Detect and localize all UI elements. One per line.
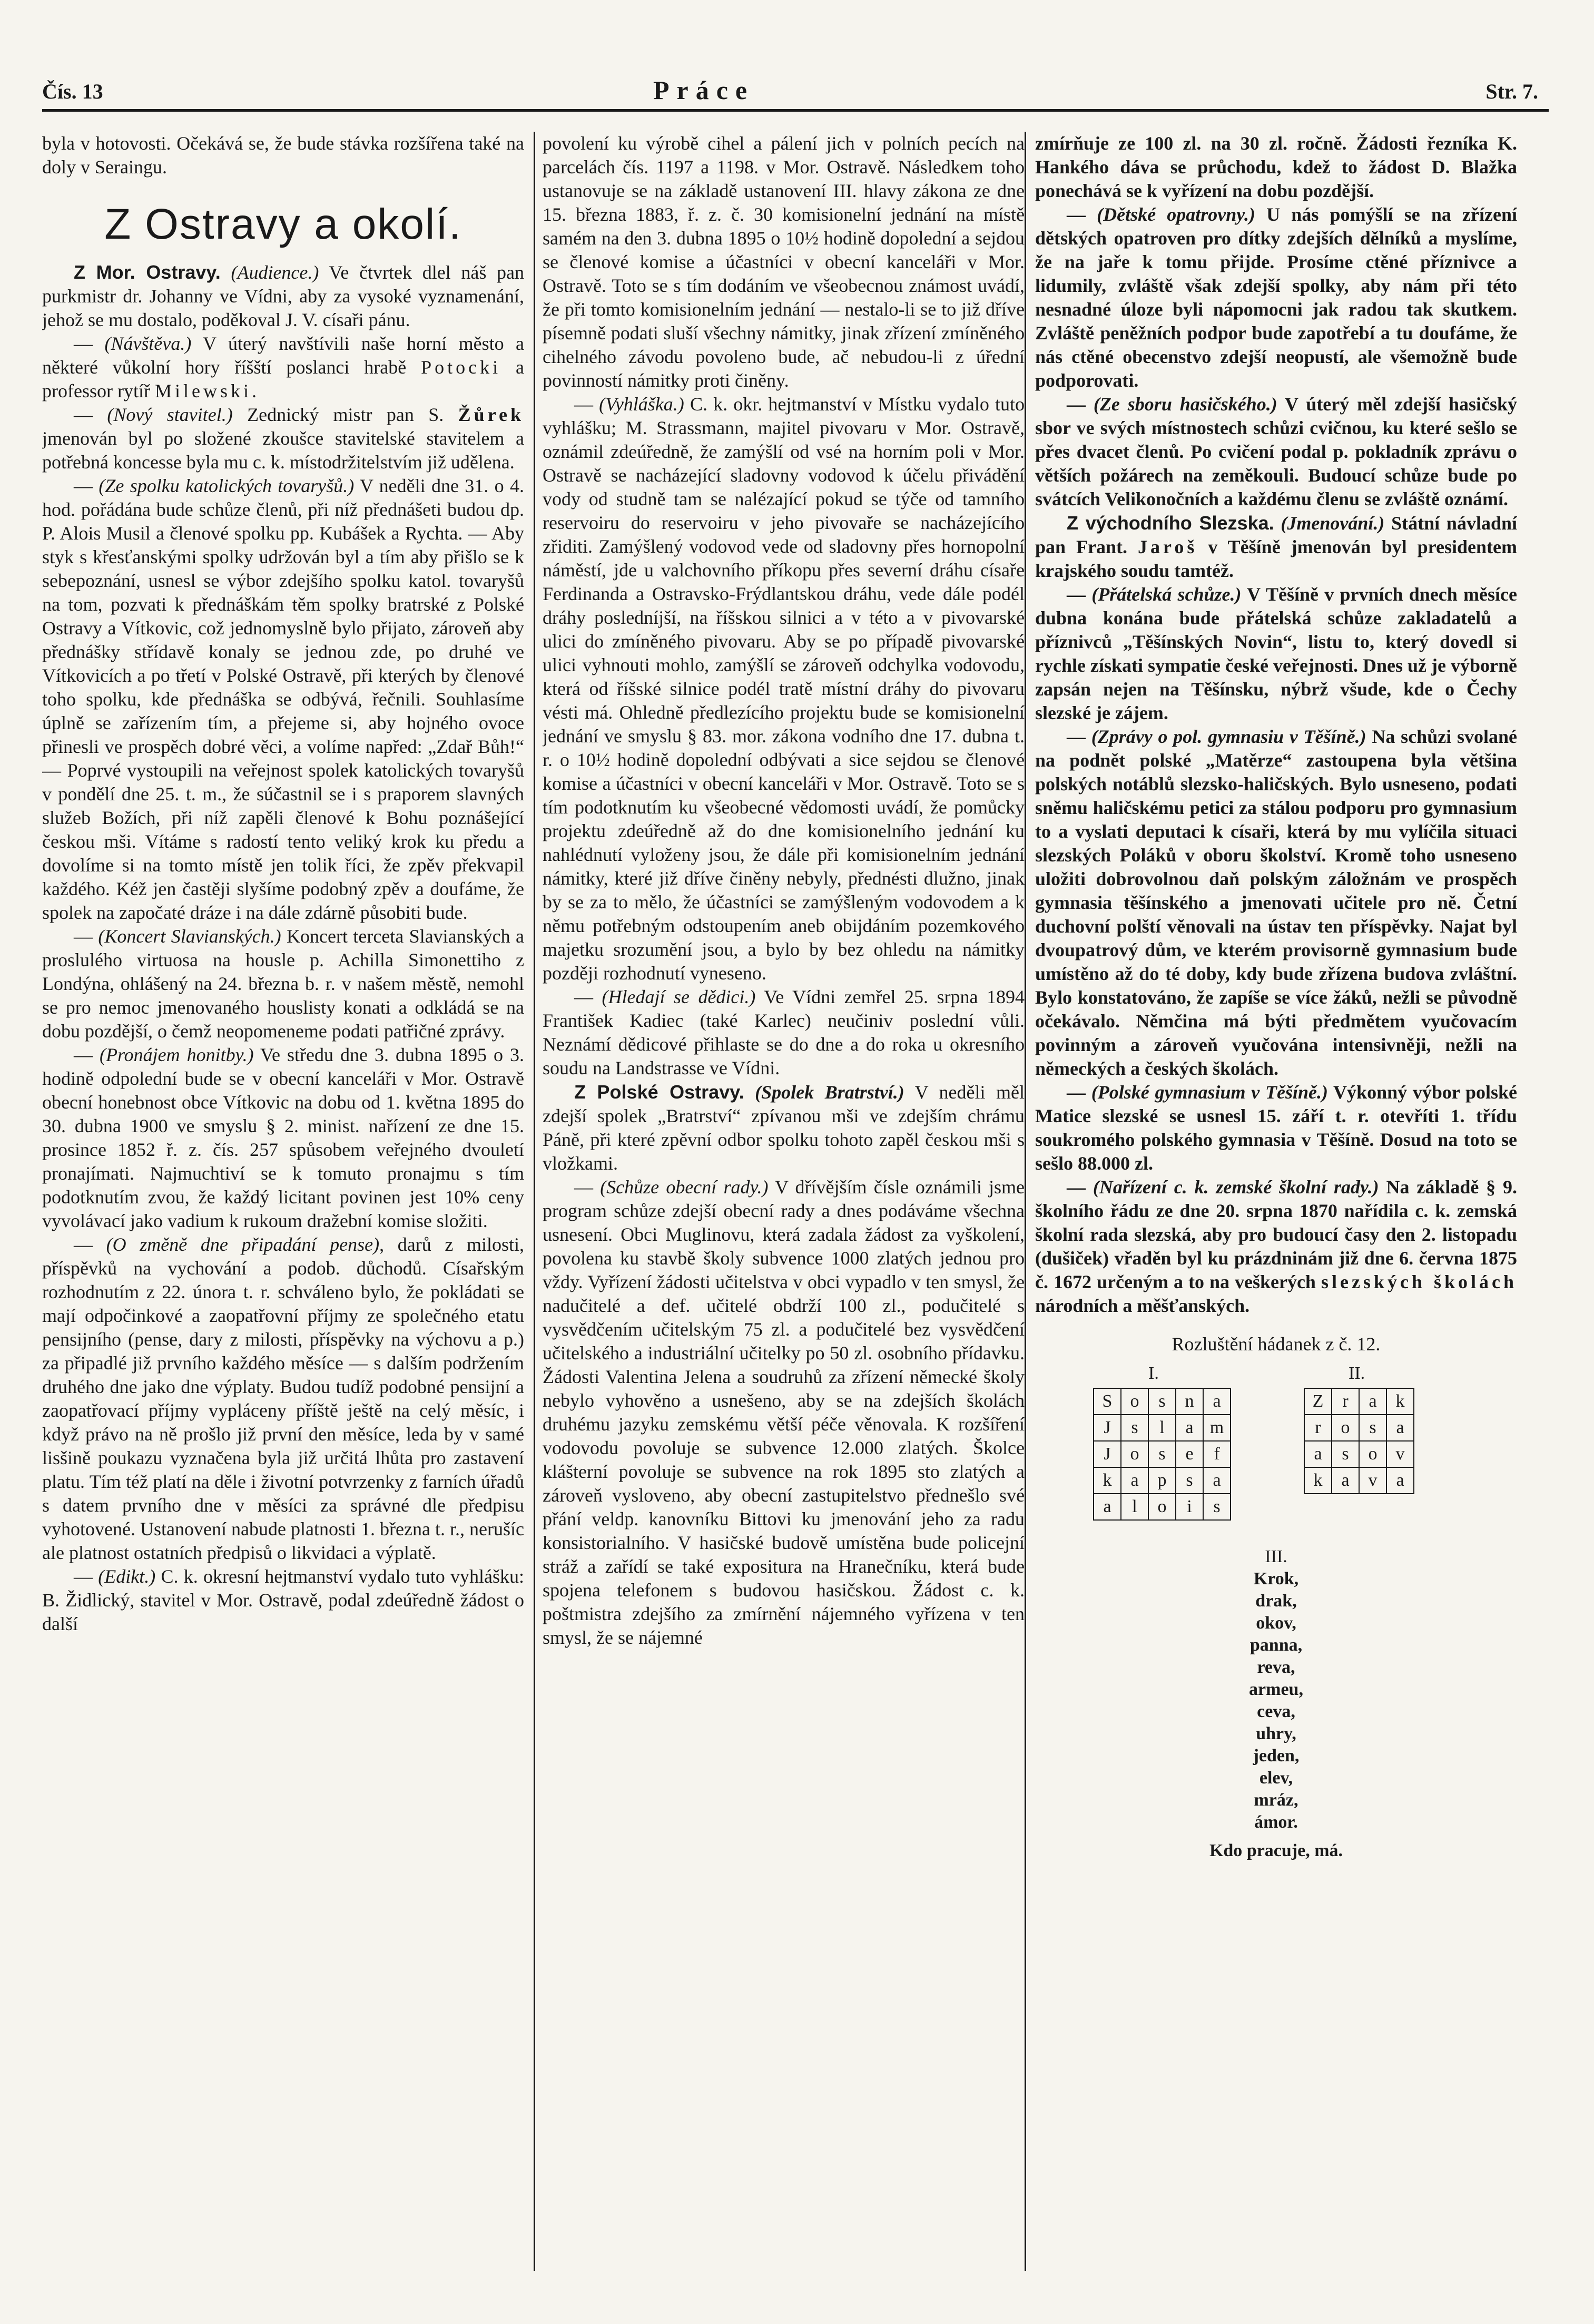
news-new-builder: — (Nový stavitel.) Zednický mistr pan S. Žůrek jmenován byl po složené zkoušce stavitelské stavitelem a potřebná koncesse byla mu c. k. místodržitelstvím již udělena. [42,404,524,473]
item-tag: (Polské gymnasium v Těšíně.) [1091,1082,1328,1103]
grid-cell: J [1094,1415,1121,1441]
grid-cell: s [1148,1441,1176,1467]
item-text: Výkonný výbor polské Matice slezské se usnesl 15. září t. r. otevříti 1. třídu soukromého polského gymnasia v Těšíně. Dosud na toto se sešlo 88.000 zl. [1035,1082,1517,1174]
item-text: . [251,380,257,401]
grid-cell: o [1148,1494,1176,1520]
grid-row [1304,1415,1414,1441]
item-tag: (Nařízení c. k. zemské školní rady.) [1093,1176,1379,1198]
item-text: Na základě § 9. školního řádu ze dne 20. srpna 1870 nařídila c. k. zemská školní rada slezská, aby pro budoucí časy den 2. listopadu (dušiček) vřaděn byl ku prázdninám již dne 6. června 1875 č. 1672 určeným a to na veškerých [1035,1176,1517,1292]
item-text: , darů z milosti, příspěvků na vychování a podob. důchodů. Císařským rozhodnutím z 22. února t. r. schváleno bylo, že pokládati se mají odpočinkové a zaopatřovní příjmy ze společného etatu pensijního (pense, dary z milosti, příspěvky na výchovu a p.) za připadlé již prvního každého měsíce — s dalším podržením druhého dne jako dne výplaty. Budou tudíž podobné pensijní a zaopatřovací příjmy vypláceny příště ještě na celý měsíc, i když právo na ně prošlo již první den měsíce, leda by v samé lisšině poukazu vyznačena byla již určitá lhůta pro zastavení platu. Tím též platí na děle i životní potvrzenky z farních úřadů s datem prvního dne v měsíci za správné dle předpisu vyhotovené. Ustanovení nabude platnosti 1. března t. r., nerušíc ale platnost ostatních předpisů o likvidaci a výplatě. [42,1234,524,1563]
item-text: V neděli dne 31. o 4. hod. pořádána bude schůze členů, při níž přednášeti budou dp. P. Alois Musil a členové spolku pp. Kubášek a Rychta. — Aby styk s křesťanskými spolky udržován byl a tím aby přišlo se k sebepoznání, usnesl se výbor zdejšího spolku katol. tovaryšů na tom, pozvati k přednáškám těm spolky bratrské z Polské Ostravy a Vítkovic, což jednomyslně bylo přijato, zároveň aby přednášky střídavě konaly se jednou zde, po druhé ve Vítkovicích a po třetí v Polské Ostravě, při kterých by členové toho spolku, kde přednáška se odbývá, řečnili. Souhlasíme úplně se zařízením tím, a přejeme si, aby hojného ovoce přinesli ve prospěch dobré věci, a volíme napřed: „Zdař Bůh!“ — Poprvé vystoupili na veřejnost spolek katolických tovaryšů v pondělí dne 25. t. m., že súčastnil se i s praporem slavných služeb Božích, při níž zapěli členové k Bohu poznášející českou mši. Vítáme s radostí tento veliký krok ku předu a dovolíme si na tomto místě jen tolik říci, že zpěv překvapil každého. Kéž jen častěji slyšíme podobný zpěv a doufáme, že spolek na započaté dráze i na dále zdárně působiti bude. [42,475,524,923]
item-tag: (Edikt.) [98,1566,156,1587]
item-text: V úterý navštívili naše horní město a některé vůkolní hory říšští poslanci hrabě [42,333,524,378]
grid-cell: s [1359,1415,1386,1441]
news-polish-ostrava [543,1080,1025,1175]
puzzle-solutions-title: Rozluštění hádanek z č. 12. [1172,1333,1381,1355]
grid-1-label: I. [1148,1364,1159,1383]
item-tag: (Návštěva.) [104,333,192,354]
news-audience [42,260,524,332]
item-tag: (Zprávy o pol. gymnasiu v Těšíně.) [1091,726,1366,747]
item-text: Státní návladní pan Frant. [1035,513,1517,557]
grid-row [1094,1388,1231,1415]
grid-row [1304,1467,1414,1494]
header-rule [42,109,1549,112]
news-announcement: — (Vyhláška.) C. k. okr. hejtmanství v Místku vydalo tuto vyhlášku; M. Strassmann, majitel pivovaru v Mor. Ostravě, oznámil zdeúředně, že zamýšlí od vsé na horním poli v Mor. Ostravě se nacházející sladovny vodovod k účelu přivádění vody od studně tam se nalézající pokud se týče od tamního reservoiru do reservoiru v jeho pivovaře se nacházejícího zřiditi. Zamýšlený vodovod vede od sladovny přes hornopolní náměstí, jde u valchovního příkopu přes severní dráhu císaře Ferdinanda a Ostravsko-Frýdlantskou dráhu, vede dále podél dráhy posledníjší, na říšskou silnici a v této a v pivovarské ulici do zmíněného pivovaru. Aby se po případě pivovarské ulici vyhnouti mohlo, zamýšlí se zároveň odchylka vodovodu, která od říšské silnice podél tratě místní dráhy do pivovaru vésti má. Ohledně předlezícího projektu bude se komisionelní jednání ve smyslu § 83. mor. zákona vodního dne 17. dubna t. r. o 10½ hodině dopolední odbývati a sice sejdou se členové komise a účastníci v obecní kanceláři v Mor. Ostravě. Toto se s tím podotknutím ku všeobecné vědomosti uvádí, že pomůcky projektu zdeúředně až do dne komisionelního jednání ku nahlédnutí vyloženy jsou, že dále při komisionelním jednání námitky, které již dříve činěny nebyly, přednésti dlužno, jinak by se za to mělo, že účastníci se zamýšleným vodovodem a k němu potřebným odstoupením aneb obijdáním pozemkového majetku srozumění jsou, a bylo by bez ohledu na námitky později rozhodnutí vyneseno. [543,394,1025,984]
grid-cell: o [1121,1388,1148,1415]
item-text: C. k. okr. hejtmanství v Místku vydalo tuto vyhlášku; M. Strassmann, majitel pivovaru v Mor. Ostravě, oznámil zdeúředně, že zamýšlí od vsé na horním poli v Mor. Ostravě se nacházející sladovny vodovod k účelu přivádění vody od studně tam se nalézající pokud se týče od tamního reservoiru do reservoiru v jeho pivovaře se nacházejícího zřiditi. Zamýšlený vodovod vede od sladovny přes hornopolní náměstí, jde u valchovního příkopu přes severní dráhu císaře Ferdinanda a Ostravsko-Frýdlantskou dráhu, vede dále podél dráhy posledníjší, na říšskou silnici a v této a v pivovarské ulici do zmíněného pivovaru. Aby se po případě pivovarské ulici vyhnouti mohlo, zamýšlí se zároveň odchylka vodovodu, která od říšské silnice podél tratě místní dráhy do pivovaru vésti má. Ohledně předlezícího projektu bude se komisionelní jednání ve smyslu § 83. mor. zákona vodního dne 17. dubna t. r. o 10½ hodině dopolední odbývati a sice sejdou se členové komise a účastníci v obecní kanceláři v Mor. Ostravě. Toto se s tím podotknutím ku všeobecné vědomosti uvádí, že pomůcky projektu zdeúředně až do dne komisionelního jednání ku nahlédnutí vyloženy jsou, že dále při komisionelním jednání námitky, které již dříve činěny nebyly, přednésti dlužno, jinak by se za to mělo, že účastníci se zamýšleným vodovodem a k němu potřebným odstoupením aneb obijdáním pozemkového majetku srozumění jsou, a bylo by bez ohledu na námitky později rozhodnutí vyneseno. [543,394,1025,984]
section-title: Z Ostravy a okolí. [104,200,462,248]
item-tag: (Audience.) [231,262,319,283]
person-name: Jaroš [1138,536,1198,557]
column-1 [42,132,524,2281]
grid-cell: i [1176,1494,1203,1520]
item-text: Zednický mistr pan S. [232,404,458,425]
page-number: Str. 7. [1485,80,1538,103]
word-list-item: elev, [1259,1768,1293,1788]
item-text: jmenován byl po složené zkoušce stavitelské stavitelem a potřebná koncesse byla mu c. k. místodržitelstvím již udělena. [42,428,524,473]
news-hunting-lease: — (Pronájem honitby.) Ve středu dne 3. dubna 1895 o 3. hodině odpolední bude se v obecní kanceláři v Mor. Ostravě obecní honebnost obce Vítkovic na dobu od 1. května 1895 do 30. dubna 1900 ve smyslu § 2. minist. nařízení ze dne 15. prosince 1852 ř. z. čís. 257 spůsobem veřejného dvouletí pronajímati. Najmuchtiví se k tomuto pronajmu s tím podotknutím zvou, že každý licitant povinen jest 10% ceny vyvolávací jako vadium k rukoum dražební komise složiti. [42,1044,524,1231]
word-list-item: Krok, [1253,1569,1299,1588]
closing-motto: Kdo pracuje, má. [1209,1841,1343,1860]
grid-cell: n [1176,1388,1203,1415]
grid-cell: r [1332,1388,1359,1415]
word-list-item: reva, [1257,1658,1295,1677]
news-concert: — (Koncert Slavianských.) Koncert terceta Slavianských a proslulého virtuosa na housle p. Achilla Simonettiho z Londýna, ohlášený na 24. března b. r. v našem městě, nemohl se pro nemoc jmenovaného houslisty konati a odkládá se na dobu pozdější, o čemž neopomeneme podati patřičné zprávy. [42,926,524,1042]
item-text: V úterý měl zdejší hasičský sbor ve svých místnostech schůzi cvičnou, ku které sešlo se přes dvacet členů. Po cvičení podal p. pokladník zprávu o větších požárech na zeměkouli. Budoucí schůze bude po svátcích Velikonočních a každému členu se zvláště oznámí. [1035,394,1517,509]
grid-cell: v [1359,1467,1386,1494]
word-list-item: panna, [1249,1635,1303,1655]
news-catholic-society: — (Ze spolku katolických tovaryšů.) V neděli dne 31. o 4. hod. pořádána bude schůze členů, při níž přednášeti budou dp. P. Alois Musil a členové spolku pp. Kubášek a Rychta. — Aby styk s křesťanskými spolky udržován byl a tím aby přišlo se k sebepoznání, usnesl se výbor zdejšího spolku katol. tovaryšů na tom, pozvati k přednáškám těm spolky bratrské z Polské Ostravy a Vítkovic, což jednomyslně bylo přijato, zároveň aby přednášky střídavě konaly se jednou zde, po druhé ve Vítkovicích a po třetí v Polské Ostravě, při kterých by členové toho spolku, kde přednáška se odbývá, řečnili. Souhlasíme úplně se zařízením tím, a přejeme si, aby hojného ovoce přinesli ve prospěch dobré věci, a volíme napřed: „Zdař Bůh!“ — Poprvé vystoupili na veřejnost spolek katolických tovaryšů v pondělí dne 25. t. m., že súčastnil se i s praporem slavných služeb Božích, při níž zapěli členové k Bohu poznášející českou mši. Vítáme s radostí tento veliký krok ku předu a dovolíme si na tomto místě jen tolik říci, že zpěv překvapil každého. Kéž jen častěji slyšíme podobný zpěv a doufáme, že spolek na započaté dráze i na dále zdárně působiti bude. [42,475,524,923]
item-tag: (Pronájem honitby.) [100,1044,254,1065]
item-tag: (Hledají se dědici.) [602,986,756,1007]
word-list-item: jeden, [1253,1746,1300,1766]
grid-row [1094,1467,1231,1494]
grid-cell: a [1176,1415,1203,1441]
newspaper-title: Práce [653,75,755,105]
news-visit: — (Návštěva.) V úterý navštívili naše horní město a některé vůkolní hory říšští poslanci hrabě Potocki a professor rytíř Milewski. [42,333,524,401]
grid-cell: Z [1304,1388,1332,1415]
item-text: U nás pomýšlí se na zřízení dětských opatroven pro dítky zdejších dělníků a myslíme, že na jaře k tomu přijde. Prosíme ctěné příznivce a lidumily, zvláště však zdejší spolky, aby nám při této nesnadné úloze byli nápomocni jak radou tak skutkem. Zvláště peněžních podpor bude zapotřebí a tu doufáme, že nás ctěné obecenstvo zdejší neopustí, ale všemožně bude podporovati. [1035,204,1517,391]
item-tag: (Vyhláška.) [599,394,684,415]
grid-cell: s [1203,1494,1231,1520]
place-lead: Z východního Slezska. [1067,512,1274,534]
grid-cell: o [1121,1441,1148,1467]
item-text: V Těšíně v prvních dnech měsíce dubna konána bude přátelská schůze zakladatelů a příznivců „Těšínských Novin“, listu to, který dovedl si rychle získati sympatie české veřejnosti. Dnes už je výborně zapsán nejen na Těšínsku, nýbrž všude, kde o Čechy slezské je zájem. [1035,584,1517,723]
column-3 [1035,132,1517,2281]
grid-cell: a [1203,1388,1231,1415]
grid-cell: r [1304,1415,1332,1441]
grid-cell: a [1121,1467,1148,1494]
word-list-items [1035,1568,1517,1833]
item-text: Ve Vídni zemřel 25. srpna 1894 František Kadiec (také Karlec) neučiniv poslední vůli. Neznámí dědicové přihlaste se do dne a do roka u okresního soudu na Landstrasse ve Vídni. [543,986,1025,1078]
item-text: Na schůzi svolané na podnět polské „Matěrze“ zastoupena byla většina polských notáblů slezsko-haličských. Bylo usneseno, podati sněmu haličskému petici za stálou podporu pro gymnasium to a vyslati deputaci k císaři, která by mu vylíčila situaci slezských Poláků v oboru školství. Kromě toho usneseno uložiti dobrovolnou daň polským záložnám ve prospěch gymnasia těšínského a jmenovati učitele pro ně. Četní duchovní polští věnovali na ústav ten příspěvky. Najat byl dvoupatrový dům, ve kterém provisorně gymnasium bude umístěno až do té doby, kdy bude zřízena budova zvláštní. Bylo konstatováno, že zapíše se více žáků, nežli se původně očekávalo. Němčina má býti předmětem vyučovacím povinným a zároveň vyučována intensivněji, nežli na německých a českých školách. [1035,726,1517,1079]
word-list-item: ámor. [1254,1812,1298,1832]
grid-cell: a [1359,1388,1386,1415]
grid-cell: p [1148,1467,1176,1494]
grid-cell: e [1176,1441,1203,1467]
news-polish-gymnasium: — (Polské gymnasium v Těšíně.) Výkonný výbor polské Matice slezské se usnesl 15. září t. r. otevříti 1. třídu soukromého polského gymnasia v Těšíně. Dosud na toto se sešlo 88.000 zl. [1035,1082,1517,1174]
grid-cell: a [1332,1467,1359,1494]
grid-cell: J [1094,1441,1121,1467]
grid-row [1094,1441,1231,1467]
news-fire-brigade: — (Ze sboru hasičského.) V úterý měl zdejší hasičský sbor ve svých místnostech schůzi cvičnou, ku které sešlo se přes dvacet členů. Po cvičení podal p. pokladník zprávu o větších požárech na zeměkouli. Budoucí schůze bude po svátcích Velikonočních a každému členu se zvláště oznámí. [1035,394,1517,509]
word-list-item: ceva, [1257,1702,1295,1721]
item-text: Ve čtvrtek dlel náš pan purkmistr dr. Johanny ve Vídni, aby za vysoké vyznamenání, jehož se mu dostalo, poděkoval J. V. císaři pánu. [42,262,524,330]
item-tag: (Ze sboru hasičského.) [1093,394,1277,415]
item-text: a professor rytíř [42,357,524,401]
grid-cell: l [1121,1494,1148,1520]
word-list-item: armeu, [1249,1680,1303,1699]
column-separator-2 [1025,132,1026,2271]
puzzle-grids [1035,1382,1517,1541]
word-list-item: uhry, [1256,1724,1296,1743]
person-name: Potocki [421,357,501,378]
grid-cell: o [1332,1415,1359,1441]
grid-cell: l [1148,1415,1176,1441]
puzzle-grid-labels [1035,1356,1517,1382]
news-school-decree: — (Nařízení c. k. zemské školní rady.) Na základě § 9. školního řádu ze dne 20. srpna 1870 nařídila c. k. zemská školní rada slezská, aby pro budoucí časy den 2. listopadu (dušiček) vřaděn byl ku prázdninám již dne 6. června 1875 č. 1672 určeným a to na veškerých slezských školách národních a měšťanských. [1035,1176,1517,1316]
item-text-spaced: slezských školách [1321,1271,1517,1292]
item-text: V neděli měl zdejší spolek „Bratrství“ zpívanou mši ve zdejším chrámu Páně, při které zpěvní odbor spolku tohoto zapěl českou mši s vložkami. [543,1082,1025,1174]
news-east-silesia [1035,511,1517,583]
grid-cell: a [1094,1494,1121,1520]
grid-cell: s [1332,1441,1359,1467]
grid-cell: o [1359,1441,1386,1467]
grid-cell: s [1121,1415,1148,1441]
news-pension: — (O změně dne připadání pense), darů z milosti, příspěvků na vychování a podob. důchodů. Císařským rozhodnutím z 22. února t. r. schváleno bylo, že pokládati se mají odpočinkové a zaopatřovní příjmy ze společného etatu pensijního (pense, dary z milosti, příspěvky na výchovu a p.) za připadlé již prvního každého měsíce — s dalším podržením druhého dne jako dne výplaty. Budou tudíž podobné pensijní a zaopatřovací příjmy vypláceny příště ještě na celý měsíc, i když právo na ně prošlo již první den měsíce, leda by v samé lisšině poukazu vyznačena byla již určitá lhůta pro zastavení platu. Tím též platí na děle i životní potvrzenky z farních úřadů s datem prvního dne v měsíci za správné dle předpisu vyhotovené. Ustanovení nabude platnosti 1. března t. r., nerušíc ale platnost ostatních předpisů o likvidaci a výplatě. [42,1234,524,1563]
item-tag: (Spolek Bratrství.) [755,1082,904,1103]
grid-row [1094,1415,1231,1441]
person-name: Milewski [154,380,252,401]
item-text: C. k. okresní hejtmanství vydalo tuto vyhlášku: B. Židlický, stavitel v Mor. Ostravě, podal zdeúředně žádost o další [42,1566,524,1634]
item-tag: (Přátelská schůze.) [1091,584,1242,605]
grid-cell: s [1148,1388,1176,1415]
item-tag: (Koncert Slavianských.) [98,926,281,947]
item-tag: (O změně dne připadání pense) [106,1234,380,1255]
place-lead: Z Mor. Ostravy. [74,261,221,283]
grid-cell: f [1203,1441,1231,1467]
item-text: V dřívějším čísle oznámili jsme program schůze zdejší obecní rady a dnes podáváme všechna usnesení. Obci Muglinovu, která zadala žádost za vyškolení, povolena ku stavbě školy subvence 1000 zlatých jednou pro vždy. Vyřízení žádosti učitelstva v obci vypadlo v ten smysl, že nadučitelé a def. učitelé obdrží 100 zl., podučitelé s vysvědčením učitelským 75 zl. a podučitelé bez vysvědčení učitelského a industriální učitelky po 50 zl. osobního přídavku. Žádosti Valentina Jelena a soudruhů za zřízení německé školy nebylo vyhověno a usnešeno, aby se na zdejších školách druhému jazyku zemskému větší péče věnovala. K rozšíření vodovodu povoluje se subvence 12.000 zlatých. Školce klášterní povoluje se subvence na rok 1895 sto zlatých a zároveň vysloveno, aby obecní zastupitelstvo přednešlo své přání veldp. kanovníku Bittovi ku jmenování jeho za radu konsistorialního. V hasičské budově umístěna bude policejní stráž a zařídí se také expositura na Hranečníku, která bude spojena telefonem s budovou hasičskou. Žádost c. k. poštmistra zdejšího za zmírnění nájemného vyřízena v ten smysl, že se nájemné [543,1176,1025,1648]
puzzle-grid-2 [1304,1388,1414,1494]
grid-cell: a [1203,1467,1231,1494]
item-tag: (Ze spolku katolických tovaryšů.) [99,475,355,496]
grid-cell: k [1094,1467,1121,1494]
item-text: v Těšíně jmenován byl presidentem krajského soudu tamtéž. [1035,536,1517,581]
grid-cell: v [1386,1441,1414,1467]
column-2 [543,132,1025,2281]
item-tag: (Dětské opatrovny.) [1097,204,1255,225]
page-header [42,75,1538,111]
place-lead: Z Polské Ostravy. [574,1081,744,1103]
word-list-item: mráz, [1254,1790,1298,1810]
word-list-item: okov, [1256,1613,1296,1633]
grid-cell: m [1203,1415,1231,1441]
news-edict: — (Edikt.) C. k. okresní hejtmanství vydalo tuto vyhlášku: B. Židlický, stavitel v Mor. Ostravě, podal zdeúředně žádost o další [42,1566,524,1634]
issue-number: Čís. 13 [42,80,103,103]
grid-cell: a [1386,1415,1414,1441]
column-separator-1 [534,132,535,2271]
news-friendly-meeting: — (Přátelská schůze.) V Těšíně v prvních dnech měsíce dubna konána bude přátelská schůze zakladatelů a příznivců „Těšínských Novin“, listu to, který dovedl si rychle získati sympatie české veřejnosti. Dnes už je výborně zapsán nejen na Těšínsku, nýbrž všude, kde o Čechy slezské je zájem. [1035,584,1517,723]
item-text: Ve středu dne 3. dubna 1895 o 3. hodině odpolední bude se v obecní kanceláři v Mor. Ostravě obecní honebnost obce Vítkovic na dobu od 1. května 1895 do 30. dubna 1900 ve smyslu § 2. minist. nařízení ze dne 15. prosince 1852 ř. z. čís. 257 spůsobem veřejného dvouletí pronajímati. Najmuchtiví se k tomuto pronajmu s tím podotknutím zvou, že každý licitant povinen jest 10% ceny vyvolávací jako vadium k rukoum dražební komise složiti. [42,1044,524,1231]
grid-cell: k [1304,1467,1332,1494]
word-list-label: III. [1265,1547,1287,1566]
puzzle-word-list [1035,1546,1517,1833]
item-tag: (Schůze obecní rady.) [600,1176,769,1198]
article-continuation: byla v hotovosti. Očekává se, že bude stávka rozšířena také na doly v Seraingu. [42,133,524,178]
council-continuation: zmírňuje ze 100 zl. na 30 zl. ročně. Žádosti řezníka K. Hankého dáva se průchodu, kdež to žádost D. Blažka ponechává se k vyřízení na dobu pozdější. [1035,133,1517,201]
item-tag: (Nový stavitel.) [107,404,233,425]
word-list-item: drak, [1255,1591,1297,1611]
grid-cell: S [1094,1388,1121,1415]
grid-cell: s [1176,1467,1203,1494]
grid-cell: k [1386,1388,1414,1415]
grid-row [1304,1388,1414,1415]
news-council: — (Schůze obecní rady.) V dřívějším čísle oznámili jsme program schůze zdejší obecní rady a dnes podáváme všechna usnesení. Obci Muglinovu, která zadala žádost za vyškolení, povolena ku stavbě školy subvence 1000 zlatých jednou pro vždy. Vyřízení žádosti učitelstva v obci vypadlo v ten smysl, že nadučitelé a def. učitelé obdrží 100 zl., podučitelé s vysvědčením učitelským 75 zl. a podučitelé bez vysvědčení učitelského a industriální učitelky po 50 zl. osobního přídavku. Žádosti Valentina Jelena a soudruhů za zřízení německé školy nebylo vyhověno a usnešeno, aby se na zdejších školách druhému jazyku zemskému větší péče věnovala. K rozšíření vodovodu povoluje se subvence 12.000 zlatých. Školce klášterní povoluje se subvence na rok 1895 sto zlatých a zároveň vysloveno, aby obecní zastupitelstvo přednešlo své přání veldp. kanovníku Bittovi ku jmenování jeho za radu konsistorialního. V hasičské budově umístěna bude policejní stráž a zařídí se také expositura na Hranečníku, která bude spojena telefonem s budovou hasičskou. Žádost c. k. poštmistra zdejšího za zmírnění nájemného vyřízena v ten smysl, že se nájemné [543,1176,1025,1648]
grid-row [1094,1494,1231,1520]
item-text: Koncert terceta Slavianských a proslulého virtuosa na housle p. Achilla Simonettiho z Londýna, ohlášený na 24. března b. r. v našem městě, nemohl se pro nemoc jmenovaného houslisty konati a odkládá se na dobu pozdější, o čemž neopomeneme podati patřičné zprávy. [42,926,524,1042]
puzzle-grid-1 [1093,1388,1231,1521]
grid-cell: a [1304,1441,1332,1467]
grid-row [1304,1441,1414,1467]
item-text: národních a měšťanských. [1035,1295,1250,1316]
news-gymnasium-reports: — (Zprávy o pol. gymnasiu v Těšíně.) Na schůzi svolané na podnět polské „Matěrze“ zastoupena byla většina polských notáblů slezsko-haličských. Bylo usneseno, podati sněmu haličskému petici za stálou podporu pro gymnasium to a vyslati deputaci k císaři, která by mu vylíčila situaci slezských Poláků v oboru školství. Kromě toho usneseno uložiti dobrovolnou daň polským záložnám ve prospěch gymnasia těšínského a jmenovati učitele pro ně. Četní duchovní polští věnovali na ústav ten příspěvky. Najat byl dvoupatrový dům, ve kterém provisorně gymnasium bude umístěno až do té doby, kdy bude zřízena budova zvláštní. Bylo konstatováno, že zapíše se více žáků, nežli se původně očekávalo. Němčina má býti předmětem vyučovacím povinným a zároveň vyučována intensivněji, nežli na německých a českých školách. [1035,726,1517,1079]
edict-continuation: povolení ku výrobě cihel a pálení jich v polních pecích na parcelách čís. 1197 a 1198. v Mor. Ostravě. Následkem toho ustanovuje se na základě ustanovení III. hlavy zákona ze dne 15. března 1883, ř. z. č. 30 komisionelní jednání na místě samém na den 3. dubna 1895 o 10½ hodině dopolední a sejdou se členové komise a účastníci v obecní kanceláři v Mor. Ostravě. Toto se s tím dodáním ve všeobecnou známost uvádí, že při tomto komisionelním jednání — nestalo-li se to již dříve písemně podati sluší všechny námitky, jinak zřízení zmíněného cihelného závodu povoleno bude, ač nebudou-li z úřední povinností námitky proti činěny. [543,133,1025,391]
news-nurseries: — (Dětské opatrovny.) U nás pomýšlí se na zřízení dětských opatroven pro dítky zdejších dělníků a myslíme, že na jaře k tomu přijde. Prosíme ctěné příznivce a lidumily, zvláště však zdejší spolky, aby nám při této nesnadné úloze byli nápomocni jak radou tak skutkem. Zvláště peněžních podpor bude zapotřebí a tu doufáme, že nás ctěné obecenstvo zdejší neopustí, ale všemožně bude podporovati. [1035,204,1517,391]
person-name: Žůrek [458,404,524,425]
news-heirs: — (Hledají se dědici.) Ve Vídni zemřel 25. srpna 1894 František Kadiec (také Karlec) neučiniv poslední vůli. Neznámí dědicové přihlaste se do dne a do roka u okresního soudu na Landstrasse ve Vídni. [543,986,1025,1078]
grid-cell: a [1386,1467,1414,1494]
item-tag: (Jmenování.) [1281,513,1385,534]
grid-2-label: II. [1349,1364,1365,1383]
